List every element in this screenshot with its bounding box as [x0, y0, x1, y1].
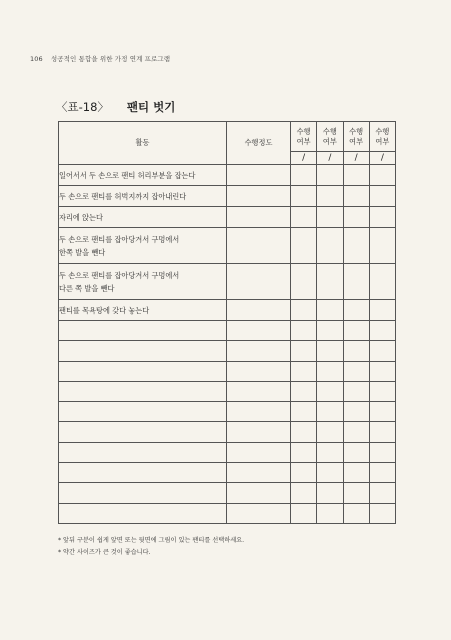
- check-cell[interactable]: [291, 228, 317, 264]
- page-number: 106: [30, 55, 43, 63]
- footnotes: [58, 535, 244, 558]
- activity-cell: 팬티를 목욕탕에 갖다 놓는다: [59, 300, 227, 321]
- check-cell[interactable]: [343, 207, 369, 228]
- check-cell[interactable]: [369, 165, 395, 186]
- running-header: [30, 54, 170, 63]
- activity-cell[interactable]: [59, 341, 227, 361]
- check-cell[interactable]: [291, 321, 317, 341]
- check-cell[interactable]: [317, 381, 343, 401]
- table-name: 팬티 벗기: [126, 100, 176, 114]
- check-cell[interactable]: [369, 402, 395, 422]
- blank-row: [59, 422, 396, 442]
- blank-row: [59, 503, 396, 523]
- table-row: [59, 207, 396, 228]
- check-cell[interactable]: [291, 165, 317, 186]
- degree-cell[interactable]: [227, 422, 291, 442]
- check-cell[interactable]: [369, 228, 395, 264]
- check-cell[interactable]: [343, 228, 369, 264]
- check-cell[interactable]: [317, 165, 343, 186]
- check-cell[interactable]: [317, 264, 343, 300]
- check-cell[interactable]: [291, 483, 317, 503]
- check-cell[interactable]: [291, 186, 317, 207]
- degree-cell[interactable]: [227, 503, 291, 523]
- activity-cell: 두 손으로 팬티를 잡아당겨서 구멍에서 한쪽 발을 뺀다: [59, 228, 227, 264]
- check-cell[interactable]: [317, 463, 343, 483]
- check-cell[interactable]: [291, 402, 317, 422]
- check-cell[interactable]: [369, 186, 395, 207]
- date-slash: /: [369, 152, 395, 165]
- degree-cell[interactable]: [227, 300, 291, 321]
- activity-cell[interactable]: [59, 442, 227, 462]
- blank-row: [59, 321, 396, 341]
- check-cell[interactable]: [317, 300, 343, 321]
- header-degree: 수행정도: [227, 122, 291, 165]
- check-cell[interactable]: [291, 442, 317, 462]
- check-cell[interactable]: [317, 422, 343, 442]
- activity-cell: 두 손으로 팬티를 허벅지까지 잡아내린다: [59, 186, 227, 207]
- blank-row: [59, 361, 396, 381]
- degree-cell[interactable]: [227, 402, 291, 422]
- check-cell[interactable]: [291, 300, 317, 321]
- blank-row: [59, 463, 396, 483]
- check-cell[interactable]: [291, 341, 317, 361]
- check-cell[interactable]: [343, 442, 369, 462]
- check-cell[interactable]: [343, 381, 369, 401]
- blank-row: [59, 442, 396, 462]
- header-check: 수행 여부: [291, 122, 317, 152]
- check-cell[interactable]: [317, 442, 343, 462]
- check-cell[interactable]: [343, 264, 369, 300]
- degree-cell[interactable]: [227, 463, 291, 483]
- header-check: 수행 여부: [369, 122, 395, 152]
- check-cell[interactable]: [291, 207, 317, 228]
- activity-cell[interactable]: [59, 503, 227, 523]
- activity-cell: 두 손으로 팬티를 잡아당겨서 구멍에서 다른 쪽 발을 뺀다: [59, 264, 227, 300]
- activity-cell: 자리에 앉는다: [59, 207, 227, 228]
- check-cell[interactable]: [291, 264, 317, 300]
- check-cell[interactable]: [343, 300, 369, 321]
- check-cell[interactable]: [291, 422, 317, 442]
- degree-cell[interactable]: [227, 381, 291, 401]
- check-cell[interactable]: [343, 321, 369, 341]
- degree-cell[interactable]: [227, 442, 291, 462]
- check-cell[interactable]: [369, 321, 395, 341]
- table-title: [56, 99, 175, 115]
- check-cell[interactable]: [369, 422, 395, 442]
- degree-cell[interactable]: [227, 228, 291, 264]
- date-slash: /: [317, 152, 343, 165]
- check-cell[interactable]: [369, 361, 395, 381]
- book-title: 성공적인 통합을 위한 가정 연계 프로그램: [50, 55, 171, 63]
- check-cell[interactable]: [291, 381, 317, 401]
- check-cell[interactable]: [369, 503, 395, 523]
- check-cell[interactable]: [317, 228, 343, 264]
- table-row: [59, 300, 396, 321]
- degree-cell[interactable]: [227, 264, 291, 300]
- blank-row: [59, 402, 396, 422]
- footnote: * 약간 사이즈가 큰 것이 좋습니다.: [58, 548, 151, 556]
- check-cell[interactable]: [369, 264, 395, 300]
- check-cell[interactable]: [343, 165, 369, 186]
- blank-row: [59, 341, 396, 361]
- blank-row: [59, 381, 396, 401]
- check-cell[interactable]: [317, 483, 343, 503]
- degree-cell[interactable]: [227, 321, 291, 341]
- check-cell[interactable]: [369, 341, 395, 361]
- activity-cell[interactable]: [59, 463, 227, 483]
- check-cell[interactable]: [317, 321, 343, 341]
- table-row: [59, 186, 396, 207]
- check-cell[interactable]: [369, 483, 395, 503]
- check-cell[interactable]: [369, 381, 395, 401]
- footnote: * 앞뒤 구분이 쉽게 앞면 또는 뒷면에 그림이 있는 팬티를 선택하세요.: [58, 537, 245, 544]
- check-cell[interactable]: [317, 503, 343, 523]
- check-cell[interactable]: [291, 503, 317, 523]
- check-cell[interactable]: [343, 503, 369, 523]
- header-check: 수행 여부: [317, 122, 343, 152]
- date-slash: /: [343, 152, 369, 165]
- check-cell[interactable]: [291, 463, 317, 483]
- check-cell[interactable]: [343, 341, 369, 361]
- check-cell[interactable]: [343, 483, 369, 503]
- check-cell[interactable]: [343, 463, 369, 483]
- activity-cell[interactable]: [59, 361, 227, 381]
- check-cell[interactable]: [317, 186, 343, 207]
- table-row: [59, 264, 396, 300]
- degree-cell[interactable]: [227, 341, 291, 361]
- degree-cell[interactable]: [227, 361, 291, 381]
- checklist-table: [58, 121, 396, 524]
- date-slash: /: [291, 152, 317, 165]
- table-row: [59, 228, 396, 264]
- check-cell[interactable]: [317, 361, 343, 381]
- check-cell[interactable]: [317, 402, 343, 422]
- activity-cell[interactable]: [59, 483, 227, 503]
- check-cell[interactable]: [369, 300, 395, 321]
- check-cell[interactable]: [369, 442, 395, 462]
- check-cell[interactable]: [343, 186, 369, 207]
- check-cell[interactable]: [291, 361, 317, 381]
- blank-row: [59, 483, 396, 503]
- activity-cell[interactable]: [59, 381, 227, 401]
- table-number: 〈표-18〉: [56, 100, 109, 114]
- check-cell[interactable]: [317, 207, 343, 228]
- degree-cell[interactable]: [227, 165, 291, 186]
- activity-cell[interactable]: [59, 321, 227, 341]
- check-cell[interactable]: [317, 341, 343, 361]
- activity-cell: 일어서서 두 손으로 팬티 허리부분을 잡는다: [59, 165, 227, 186]
- check-cell[interactable]: [369, 463, 395, 483]
- degree-cell[interactable]: [227, 207, 291, 228]
- check-cell[interactable]: [343, 422, 369, 442]
- header-activity: 활동: [59, 122, 227, 165]
- activity-cell[interactable]: [59, 422, 227, 442]
- header-check: 수행 여부: [343, 122, 369, 152]
- check-cell[interactable]: [343, 361, 369, 381]
- check-cell[interactable]: [369, 207, 395, 228]
- check-cell[interactable]: [343, 402, 369, 422]
- table-row: [59, 165, 396, 186]
- activity-cell[interactable]: [59, 402, 227, 422]
- degree-cell[interactable]: [227, 186, 291, 207]
- degree-cell[interactable]: [227, 483, 291, 503]
